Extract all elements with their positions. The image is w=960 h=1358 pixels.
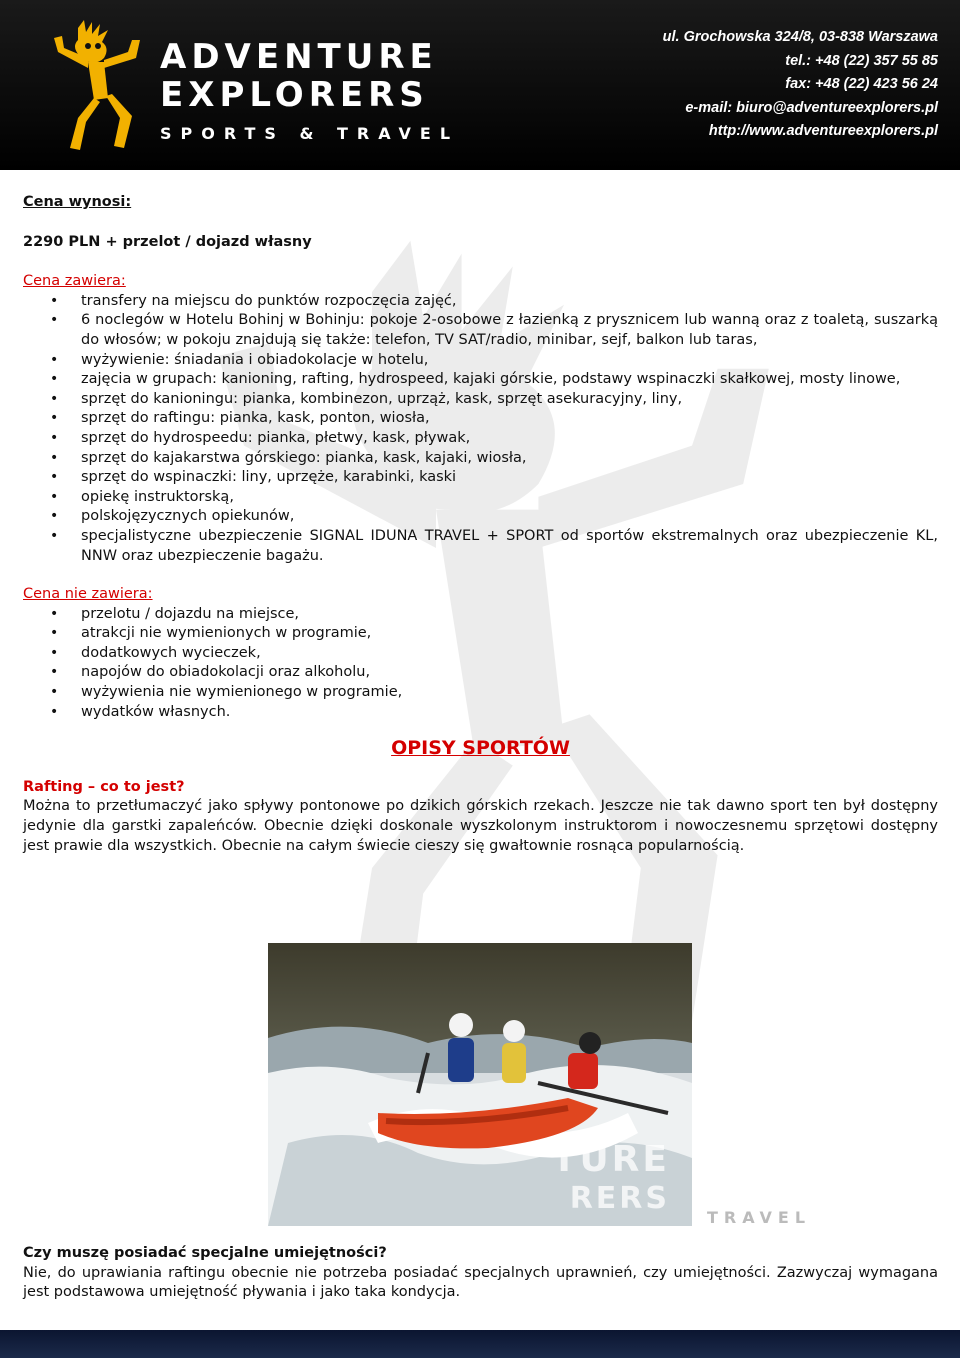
list-item: • sprzęt do hydrospeedu: pianka, płetwy, kask, pływak, (81, 429, 938, 449)
sports-title: OPISY SPORTÓW (391, 737, 570, 760)
includes-heading: Cena zawiera: (23, 273, 126, 290)
brand-tagline: SPORTS & TRAVEL (160, 124, 460, 143)
list-item: • 6 noclegów w Hotelu Bohinj w Bohinju: pokoje 2-osobowe z łazienką z prysznicem lub wanną oraz z toaletą, suszarką do włosów; w pokoju znajdują się także: telefon, TV SAT/radio, minibar, sejf, balkon lub taras, (81, 311, 938, 350)
brand-name (160, 38, 459, 143)
photo-watermark-line-2: RERS (569, 1181, 670, 1216)
rafting-description: Można to przetłumaczyć jako spływy pontonowe po dzikich górskich rzekach. Jeszcze nie tak dawno sport ten był dostępny jedynie dla garstki zapaleńców. Obecnie dzięki doskonale wyszkolonym instruktorom i nowoczesnemu sprzętowi dostępny jest prawie dla wszystkich. Obecnie na całym świecie cieszy się gwałtownie rosnąca popularnością. (23, 798, 938, 854)
list-item: • wyżywienie: śniadania i obiadokolacje w hotelu, (81, 351, 938, 371)
list-item: • sprzęt do raftingu: pianka, kask, ponton, wiosła, (81, 409, 938, 429)
price-heading: Cena wynosi: (23, 194, 132, 210)
brand-line-2: EXPLORERS (160, 75, 429, 115)
list-item: • napojów do obiadokolacji oraz alkoholu, (81, 663, 938, 683)
list-item: • dodatkowych wycieczek, (81, 644, 938, 664)
fax: fax: +48 (22) 423 56 24 (785, 76, 938, 92)
phone: tel.: +48 (22) 357 55 85 (785, 52, 938, 69)
price-value: 2290 PLN + przelot / dojazd własny (23, 233, 312, 250)
list-item: • atrakcji nie wymienionych w programie, (81, 624, 938, 644)
includes-list (23, 292, 938, 566)
photo-watermark-line-1: TURE (551, 1139, 670, 1180)
brand-line-1: ADVENTURE (160, 37, 438, 77)
list-item: • przelotu / dojazdu na miejsce, (81, 605, 938, 625)
skills-description: Nie, do uprawiania raftingu obecnie nie potrzeba posiadać specjalnych uprawnień, czy umiejętności. Zazwyczaj wymagana jest podstawowa umiejętność pływania i jako taka kondycja. (23, 1264, 938, 1301)
list-item: • sprzęt do kanioningu: pianka, kombinezon, uprząż, kask, sprzęt asekuracyjny, liny, (81, 390, 938, 410)
contact-block (663, 26, 938, 144)
footer-bar (0, 1330, 960, 1358)
list-item: • sprzęt do wspinaczki: liny, uprzęże, karabinki, kaski (81, 468, 938, 488)
rafting-heading: Rafting – co to jest? (23, 778, 185, 795)
skills-heading: Czy muszę posiadać specjalne umiejętności? (23, 1245, 387, 1261)
address: ul. Grochowska 324/8, 03-838 Warszawa (662, 29, 938, 45)
document-body (23, 190, 938, 856)
skills-section (23, 1244, 938, 1303)
rafting-photo (268, 943, 692, 1226)
website-link[interactable]: http://www.adventureexplorers.pl (708, 123, 938, 139)
list-item: • transfery na miejscu do punktów rozpoczęcia zajęć, (81, 292, 938, 312)
list-item: • opiekę instruktorską, (81, 488, 938, 508)
email-link[interactable]: e-mail: biuro@adventureexplorers.pl (685, 99, 938, 116)
excludes-heading: Cena nie zawiera: (23, 586, 153, 603)
list-item: • sprzęt do kajakarstwa górskiego: pianka, kask, kajaki, wiosła, (81, 449, 938, 469)
list-item: • zajęcia w grupach: kanioning, rafting, hydrospeed, kajaki górskie, podstawy wspinaczki skałkowej, mosty linowe, (81, 370, 938, 390)
list-item: • wyżywienia nie wymienionego w programie, (81, 683, 938, 703)
list-item: • polskojęzycznych opiekunów, (81, 507, 938, 527)
list-item: • wydatków własnych. (81, 703, 938, 723)
photo-watermark-line-3: TRAVEL (707, 1208, 812, 1227)
list-item: • specjalistyczne ubezpieczenie SIGNAL IDUNA TRAVEL + SPORT od sportów ekstremalnych oraz ubezpieczenie KL, NNW oraz ubezpieczenie bagażu. (81, 527, 938, 566)
page-header (0, 0, 960, 170)
dancing-figure-icon (48, 18, 148, 158)
excludes-list (23, 605, 938, 723)
